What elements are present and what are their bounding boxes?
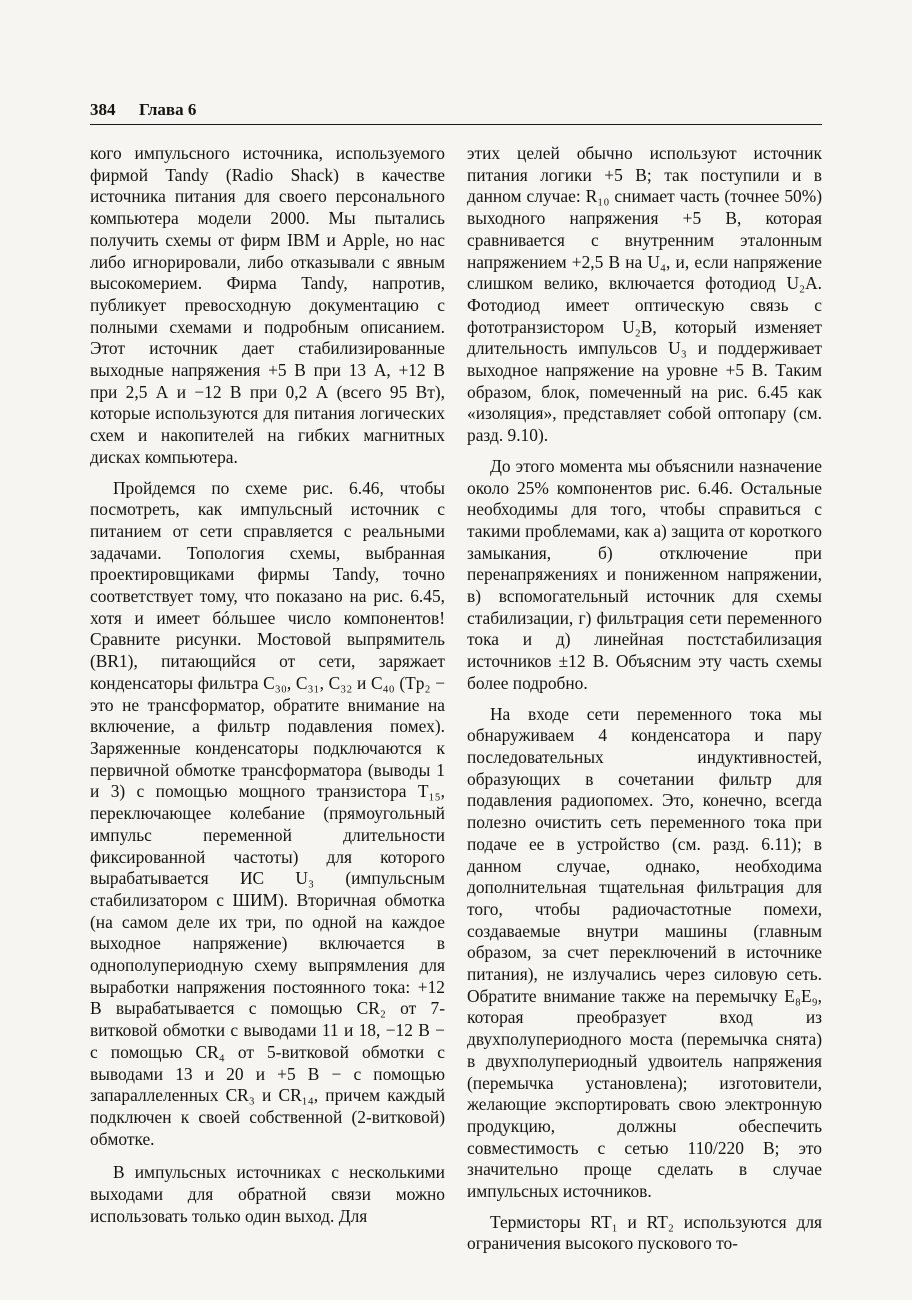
- chapter-title: Глава 6: [139, 100, 197, 119]
- header-rule: [90, 124, 822, 125]
- paragraph: кого импульсного источника, используемого фирмой Tandy (Radio Shack) в качестве источника питания для своего персонального компьютера модели 2000. Мы пытались получить схемы от фирм IBM и Apple, но нас либо игнорировали, либо отказывали с явным высокомерием. Фирма Tandy, напротив, публикует превосходную документацию с полными схемами и подробным описанием. Этот источник дает стабилизированные выходные напряжения +5 В при 13 А, +12 В при 2,5 А и −12 В при 0,2 А (всего 95 Вт), которые используются для питания логических схем и накопителей на гибких магнитных дисках компьютера.: [90, 143, 445, 467]
- paragraph: этих целей обычно используют источник питания логики +5 В; так поступили и в данном случае: R₁₀ снимает часть (точнее 50%) выходного напряжения +5 В, которая сравнивается с внутренним эталонным напряжением +2,5 В на U₄, и, если напряжение слишком велико, включается фотодиод U₂A. Фотодиод имеет оптическую связь с фототранзистором U₂B, который изменяет длительность импульсов U₃ и поддерживает выходное напряжение на уровне +5 В. Таким образом, блок, помеченный на рис. 6.45 как «изоляция», представляет собой оптопару (см. разд. 9.10).: [467, 143, 822, 446]
- paragraph: В импульсных источниках с несколькими выходами для обратной связи можно использовать только один выход. Для: [90, 1162, 445, 1226]
- running-header: [90, 100, 822, 124]
- left-column: [90, 143, 445, 1227]
- paragraph: На входе сети переменного тока мы обнаруживаем 4 конденсатора и пару последовательных индуктивностей, образующих в сочетании фильтр для подавления радиопомех. Это, конечно, всегда полезно очистить сеть переменного тока при подаче ее в устройство (см. разд. 6.11); в данном случае, однако, необходима дополнительная тщательная фильтрация для того, чтобы радиочастотные помехи, создаваемые внутри машины (главным образом, за счет переключений в источнике питания), не излучались через силовую сеть. Обратите внимание также на перемычку E₈E₉, которая преобразует вход из двухполупериодного моста (перемычка снята) в двухполупериодный удвоитель напряжения (перемычка установлена); изготовители, желающие экспортировать свою электронную продукцию, должны обеспечить совместимость с сетью 110/220 В; это значительно проще сделать в случае импульсных источников.: [467, 703, 822, 1202]
- right-column: [467, 143, 822, 1255]
- paragraph: Термисторы RT₁ и RT₂ используются для ограничения высокого пускового то-: [467, 1211, 822, 1254]
- paragraph: Пройдемся по схеме рис. 6.46, чтобы посмотреть, как импульсный источник с питанием от сети справляется с реальными задачами. Топология схемы, выбранная проектировщиками фирмы Tandy, точно соответствует тому, что показано на рис. 6.45, хотя и имеет бóльшее число компонентов! Сравните рисунки. Мостовой выпрямитель (BR1), питающийся от сети, заряжает конденсаторы фильтра C₃₀, C₃₁, C₃₂ и C₄₀ (Tp₂ − это не трансформатор, обратите внимание на включение, а фильтр подавления помех). Заряженные конденсаторы подключаются к первичной обмотке трансформатора (выводы 1 и 3) с помощью мощного транзистора T₁₅, переключающее колебание (прямоугольный импульс переменной длительности фиксированной частоты) для которого вырабатывается ИС U₃ (импульсным стабилизатором с ШИМ). Вторичная обмотка (на самом деле их три, по одной на каждое выходное напряжение) включается в однополупериодную схему выпрямления для выработки напряжения постоянного тока: +12 В вырабатывается с помощью CR₂ от 7-витковой обмотки с выводами 11 и 18, −12 В − с помощью CR₄ от 5-витковой обмотки с выводами 13 и 20 и +5 В − с помощью запараллеленных CR₃ и CR₁₄, причем каждый подключен к своей собственной (2-витковой) обмотке.: [90, 477, 445, 1149]
- paragraph: До этого момента мы объяснили назначение около 25% компонентов рис. 6.46. Остальные необходимы для того, чтобы справиться с такими проблемами, как а) защита от короткого замыкания, б) отключение при перенапряжениях и пониженном напряжении, в) вспомогательный источник для схемы стабилизации, г) фильтрация сети переменного тока и д) линейная постстабилизация источников ±12 В. Объясним эту часть схемы более подробно.: [467, 455, 822, 693]
- page-number: 384: [90, 100, 116, 119]
